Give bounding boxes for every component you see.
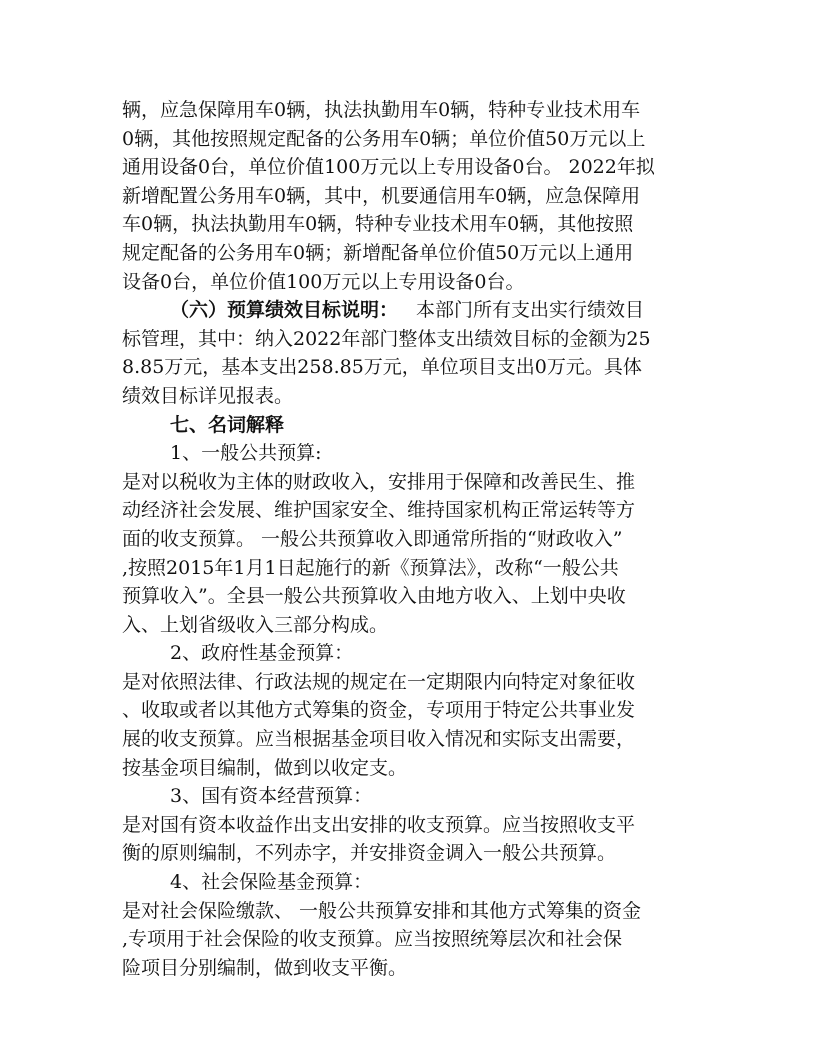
- text-line: 动经济社会发展、维护国家安全、维持国家机构正常运转等方: [122, 499, 636, 522]
- text-line: 是对以税收为主体的财政收入，安排用于保障和改善民生、推: [122, 470, 636, 493]
- text-line: 通用设备0台，单位价值100万元以上专用设备0台。 2022年拟: [122, 156, 655, 179]
- text-line: ,按照2015年1月1日起施行的新《预算法》，改称“一般公共: [122, 556, 619, 579]
- text-line: 展的收支预算。应当根据基金项目收入情况和实际支出需要，: [122, 728, 636, 751]
- section6-first-line: [122, 296, 710, 325]
- text-line: 预算收入”。全县一般公共预算收入由地方收入、上划中央收: [122, 585, 626, 608]
- section7-heading: 七、名词解释: [170, 413, 285, 436]
- text-line: 入、上划省级收入三部分构成。: [122, 613, 389, 636]
- text-line: 面的收支预算。 一般公共预算收入即通常所指的“财政收入”: [122, 527, 623, 550]
- text-line: 标管理，其中：纳入2022年部门整体支出绩效目标的金额为25: [122, 327, 651, 350]
- section6-text: 本部门所有支出实行绩效目: [416, 299, 645, 322]
- text-line: 设备0台，单位价值100万元以上专用设备0台。: [122, 270, 525, 293]
- text-line: 辆，应急保障用车0辆，执法执勤用车0辆，特种专业技术用车: [122, 99, 641, 121]
- term-title: 2、政府性基金预算：: [170, 642, 354, 665]
- text-line: 规定配备的公务用车0辆；新增配备单位价值50万元以上通用: [122, 241, 634, 264]
- text-line: 是对社会保险缴款、 一般公共预算安排和其他方式筹集的资金: [122, 899, 642, 922]
- text-line: 新增配置公务用车0辆，其中，机要通信用车0辆，应急保障用: [122, 184, 641, 207]
- text-line: 0辆，其他按照规定配备的公务用车0辆；单位价值50万元以上: [122, 127, 646, 150]
- text-line: 是对依照法律、行政法规的规定在一定期限内向特定对象征收: [122, 670, 636, 693]
- text-line: 是对国有资本收益作出支出安排的收支预算。应当按照收支平: [122, 813, 636, 836]
- text-line: 8.85万元，基本支出258.85万元，单位项目支出0万元。具体: [122, 356, 642, 379]
- text-line: 车0辆，执法执勤用车0辆，特种专业技术用车0辆，其他按照: [122, 213, 634, 236]
- text-line: 险项目分别编制，做到收支平衡。: [122, 956, 408, 979]
- text-line: ,专项用于社会保险的收支预算。应当按照统筹层次和社会保: [122, 928, 623, 951]
- term-title: 1、一般公共预算:: [170, 442, 322, 465]
- section6-heading: （六）预算绩效目标说明：: [170, 299, 399, 322]
- text-line: 绩效目标详见报表。: [122, 384, 294, 407]
- term-title: 3、国有资本经营预算：: [170, 785, 373, 808]
- term-title: 4、社会保险基金预算：: [170, 871, 373, 894]
- document-page: [122, 96, 710, 982]
- text-line: 衡的原则编制，不列赤字，并安排资金调入一般公共预算。: [122, 842, 617, 865]
- text-line: 、收取或者以其他方式筹集的资金，专项用于特定公共事业发: [122, 699, 636, 722]
- text-line: 按基金项目编制，做到以收定支。: [122, 756, 408, 779]
